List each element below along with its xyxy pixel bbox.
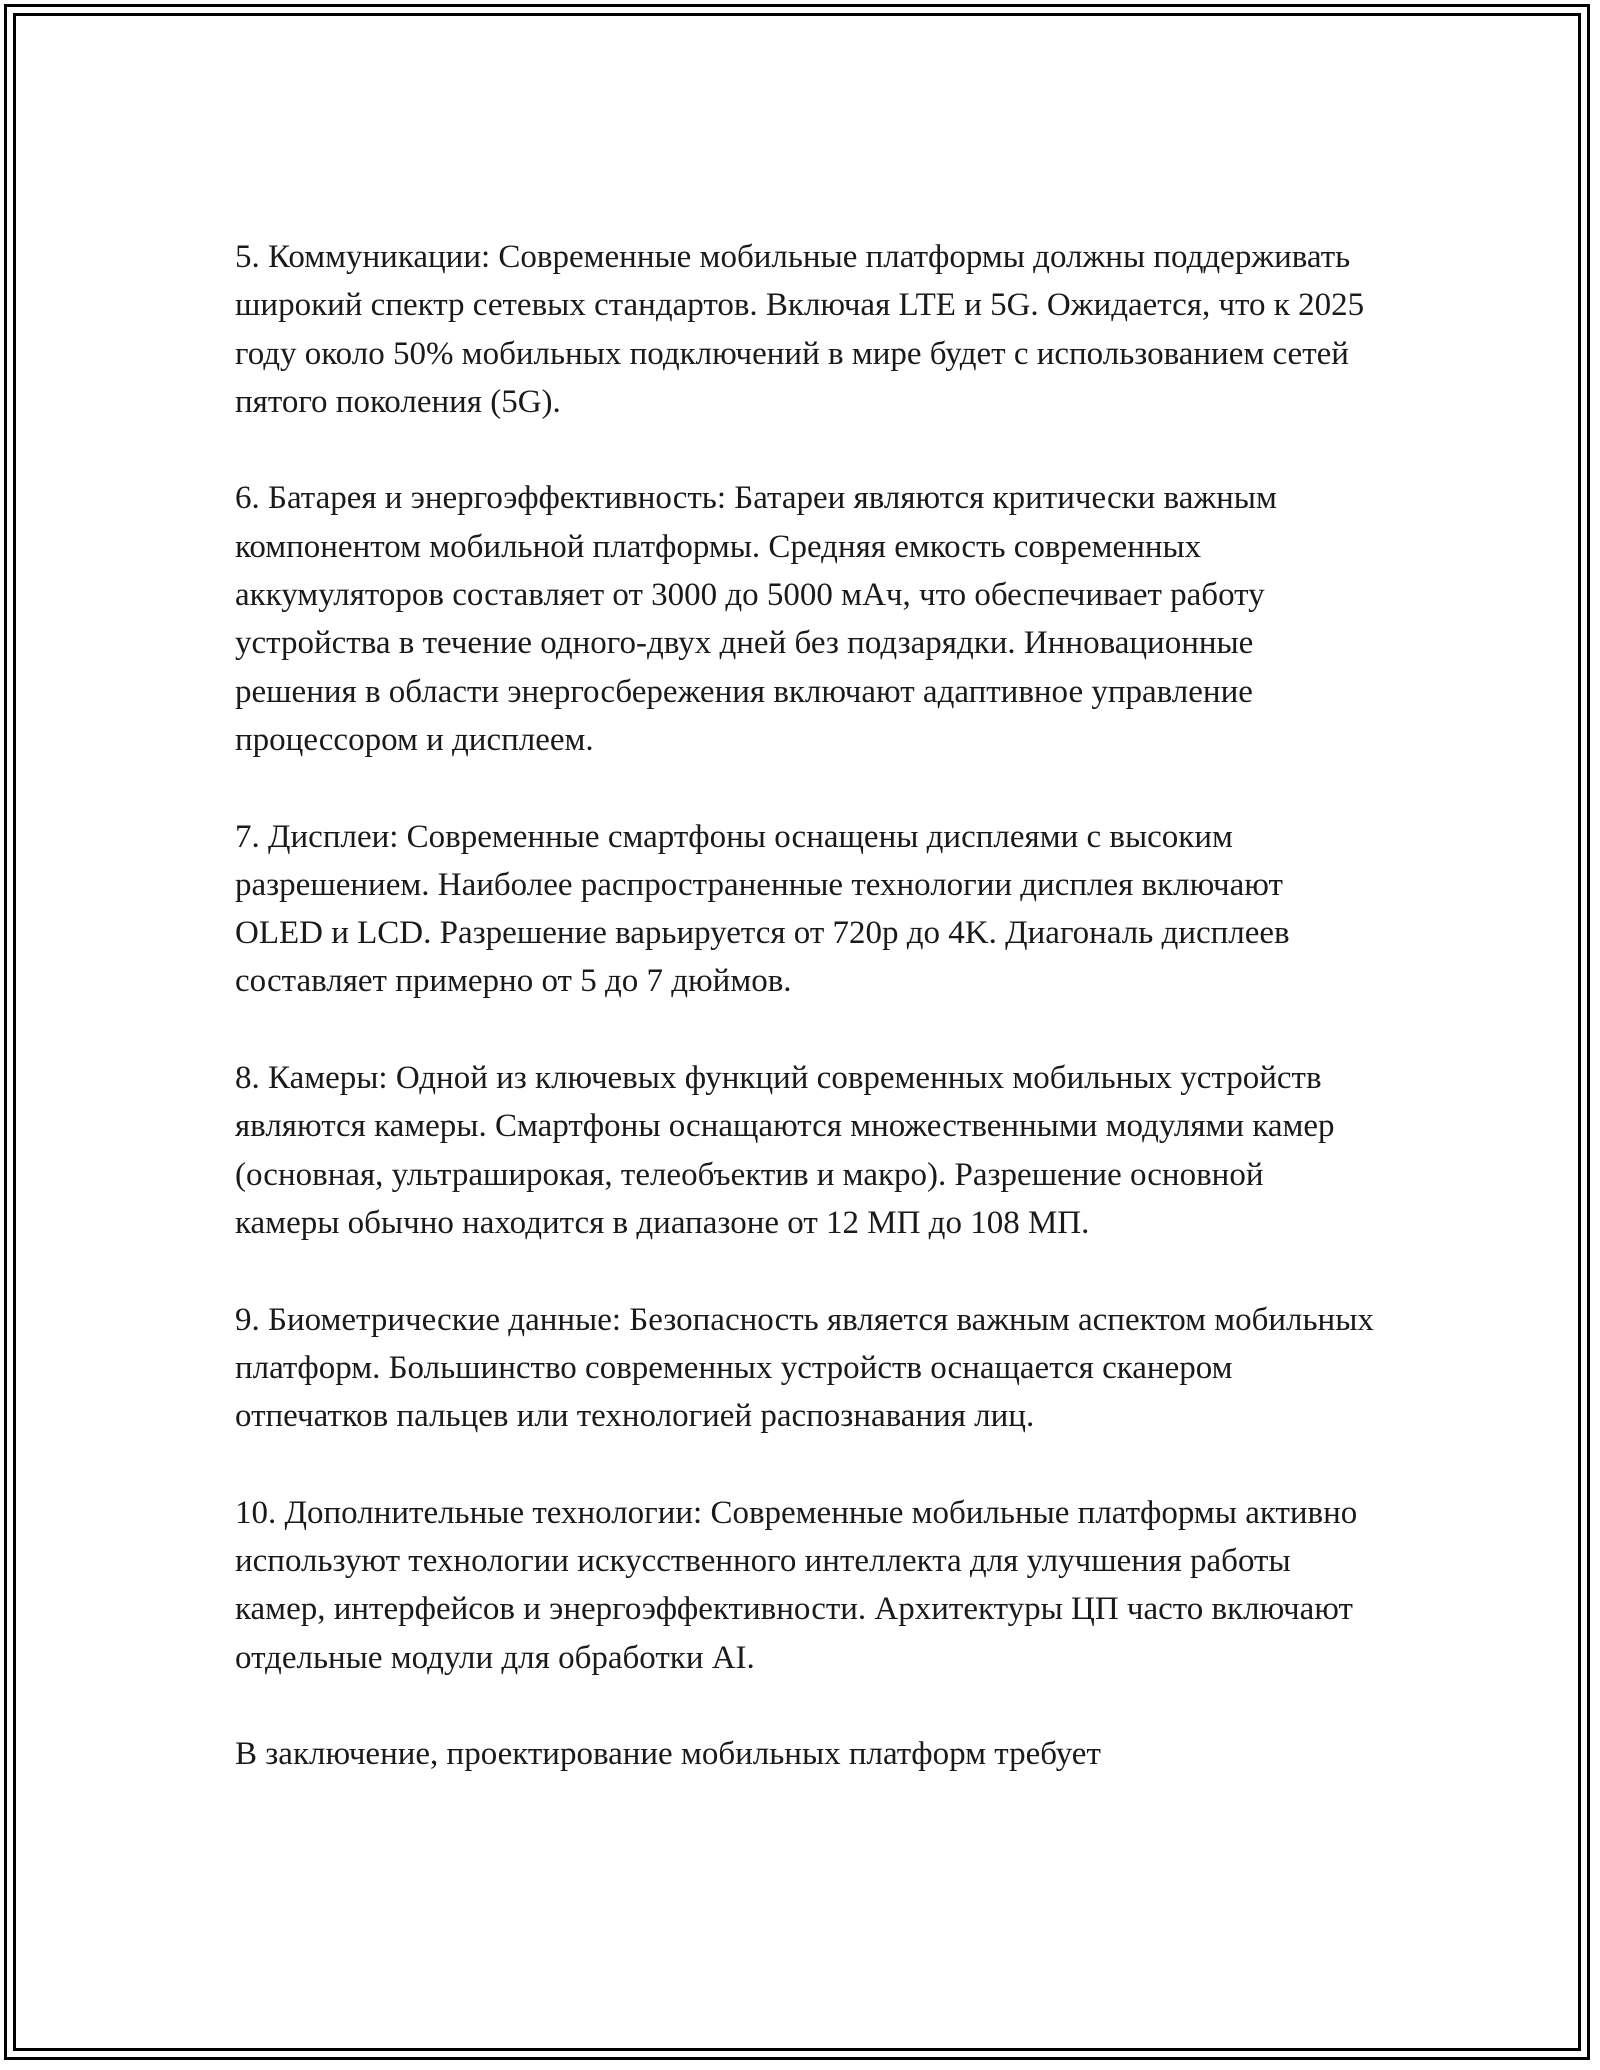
paragraph-displays: 7. Дисплеи: Современные смартфоны оснащены дисплеями с высоким разрешением. Наиболее распространенные технологии дисплея включают OLED и LCD. Разрешение варьируется от 720p до 4K. Диагональ дисплеев составляет примерно от 5 до 7 дюймов. <box>235 818 1290 1000</box>
paragraph-cameras: 8. Камеры: Одной из ключевых функций современных мобильных устройств являются камеры. Смартфоны оснащаются множественными модулями камер (основная, ультраширокая, телеобъектив и макро). Разрешение основной камеры обычно находится в диапазоне от 12 МП до 108 МП. <box>235 1060 1335 1241</box>
paragraph-additional-tech: 10. Дополнительные технологии: Современные мобильные платформы активно используют технологии искусственного интеллекта для улучшения работы камер, интерфейсов и энергоэффективности. Архитектуры ЦП часто включают отдельные модули для обработки AI. <box>235 1494 1358 1676</box>
document-body <box>235 233 1375 1779</box>
paragraph-biometrics: 9. Биометрические данные: Безопасность является важным аспектом мобильных платформ. Большинство современных устройств оснащается сканером отпечатков пальцев или технологией распознавания лиц. <box>235 1301 1374 1435</box>
paragraph-communications: 5. Коммуникации: Современные мобильные платформы должны поддерживать широкий спектр сетевых стандартов. Включая LTE и 5G. Ожидается, что к 2025 году около 50% мобильных подключений в мире будет с использованием сетей пятого поколения (5G). <box>235 239 1365 420</box>
paragraph-conclusion: В заключение, проектирование мобильных платформ требует <box>235 1736 1101 1773</box>
paragraph-battery: 6. Батарея и энергоэффективность: Батареи являются критически важным компонентом мобильной платформы. Средняя емкость современных аккумуляторов составляет от 3000 до 5000 мАч, что обеспечивает работу устройства в течение одного-двух дней без подзарядки. Инновационные решения в области энергосбережения включают адаптивное управление процессором и дисплеем. <box>235 480 1277 758</box>
